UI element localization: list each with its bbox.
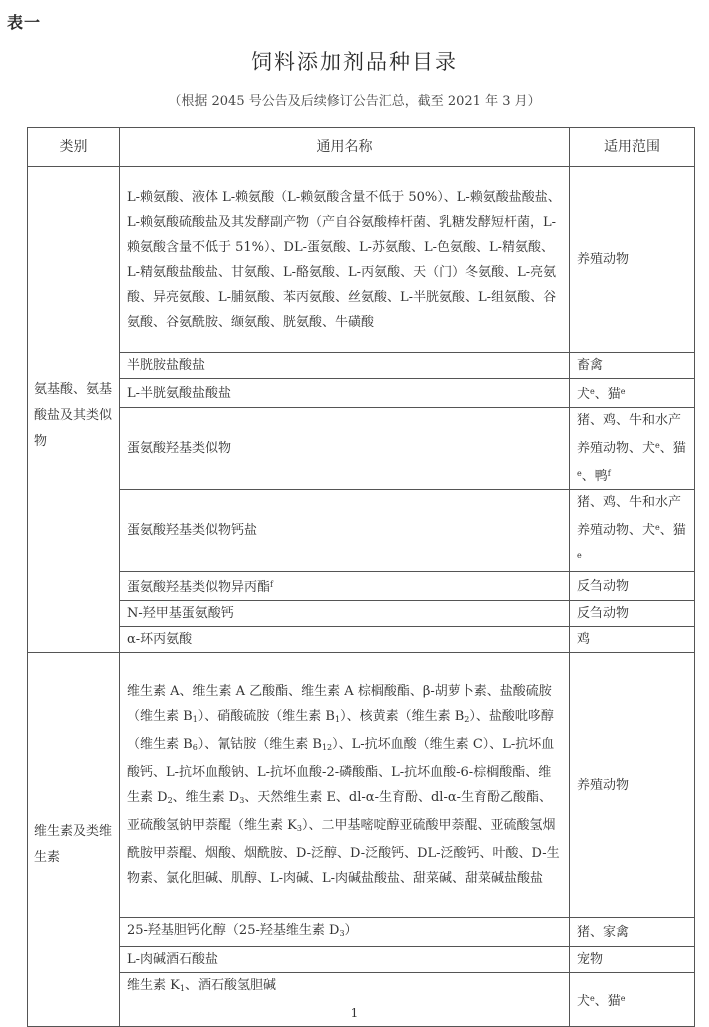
page-number: 1 [350, 1006, 359, 1020]
document-subtitle: （根据 2045 号公告及后续修订公告汇总，截至 2021 年 3 月） [168, 94, 541, 109]
footnote-mark: e [620, 387, 626, 396]
scope-cell [570, 408, 695, 490]
name-text: 维生素 A、维生素 A 乙酸酯、维生素 A 棕榈酸酯、β-胡萝卜素、盐酸硫胺（维生素 B [127, 684, 552, 724]
name-cell: L-赖氨酸、液体 L-赖氨酸（L-赖氨酸含量不低于 50%）、L-赖氨酸盐酸盐、L-赖氨酸硫酸盐及其发酵副产物（产自谷氨酸棒杆菌、乳糖发酵短杆菌，L-赖氨酸含量不低于 51%）、DL-蛋氨酸、L-苏氨酸、L-色氨酸、L-精氨酸、L-精氨酸盐酸盐、甘氨酸、L-酪氨酸、L-丙氨酸、天（门）冬氨酸、L-亮氨酸、异亮氨酸、L-脯氨酸、苯丙氨酸、丝氨酸、L-半胱氨酸、L-组氨酸、谷氨酸、谷氨酰胺、缬氨酸、胱氨酸、牛磺酸 [120, 167, 570, 353]
footnote-mark: e [655, 441, 660, 450]
name-text: 、酒石酸氢胆碱 [184, 978, 276, 993]
additive-catalog-table [27, 127, 695, 1027]
scope-cell: 反刍动物 [570, 601, 695, 627]
name-text: ） [344, 923, 358, 938]
scope-text: 、猫 [594, 387, 621, 402]
subscript: 1 [192, 715, 198, 724]
scope-text: 、猫 [594, 993, 621, 1009]
scope-cell: 鸡 [570, 627, 695, 653]
subscript: 1 [179, 984, 185, 993]
table-row [28, 601, 695, 627]
subscript: 2 [464, 715, 470, 724]
table-row [28, 627, 695, 653]
name-cell: 蛋氨酸羟基类似物 [120, 408, 570, 490]
table-header-row [28, 128, 695, 167]
subscript: 3 [296, 824, 302, 833]
subscript: 6 [192, 743, 198, 752]
footnote-mark: f [607, 469, 611, 478]
header-scope: 适用范围 [570, 128, 695, 167]
subscript: 3 [339, 929, 345, 938]
name-text: 、天然维生素 E、dl-α-生育酚、dl-α-生育酚乙酸酯、亚硫酸氢钠甲萘醌（维生素 K [127, 790, 553, 833]
scope-cell: 宠物 [570, 947, 695, 973]
name-text: 25-羟基胆钙化醇（25-羟基维生素 D [127, 923, 340, 938]
table-row [28, 379, 695, 408]
scope-cell: 畜禽 [570, 353, 695, 379]
name-cell: L-半胱氨酸盐酸盐 [120, 379, 570, 408]
name-cell [120, 918, 570, 947]
name-text: ）、L-抗坏血酸（维生素 C）、L-抗坏血酸钙、L-抗坏血酸钠、L-抗坏血酸-2-磷酸酯、L-抗坏血酸-6-棕榈酸酯、维生素 D [127, 737, 555, 805]
category-cell-amino: 氨基酸、氨基酸盐及其类似物 [28, 167, 120, 653]
subscript: 1 [334, 715, 341, 724]
footnote-mark: e [620, 993, 626, 1003]
header-category: 类别 [28, 128, 120, 167]
header-name: 通用名称 [120, 128, 570, 167]
name-cell: α-环丙氨酸 [120, 627, 570, 653]
footnote-mark: e [577, 551, 582, 560]
name-text: ）、二甲基嘧啶醇亚硫酸甲萘醌、亚硫酸氢烟酰胺甲萘醌、烟酸、烟酰胺、D-泛醇、D-泛酸钙、DL-泛酸钙、叶酸、D-生物素、氯化胆碱、肌醇、L-肉碱、L-肉碱盐酸盐、甜菜碱、甜菜碱盐酸盐 [127, 818, 560, 886]
name-cell: 蛋氨酸羟基类似物钙盐 [120, 490, 570, 572]
name-text: 、维生素 D [172, 790, 240, 805]
scope-text: 、鸭 [581, 469, 608, 484]
scope-cell: 养殖动物 [570, 167, 695, 353]
table-row [28, 653, 695, 918]
name-cell: L-肉碱酒石酸盐 [120, 947, 570, 973]
name-text: ）、氰钴胺（维生素 B [197, 737, 322, 752]
subscript: 12 [321, 743, 333, 752]
name-text: ）、硝酸硫胺（维生素 B [197, 709, 335, 724]
table-row [28, 947, 695, 973]
table-row [28, 490, 695, 572]
footnote-mark: e [590, 387, 595, 396]
scope-text: 犬 [577, 387, 591, 402]
name-cell: N-羟甲基蛋氨酸钙 [120, 601, 570, 627]
footnote-mark: f [270, 580, 273, 589]
name-text: 维生素 K [127, 978, 180, 993]
scope-cell: 养殖动物 [570, 653, 695, 918]
name-cell: 半胱胺盐酸盐 [120, 353, 570, 379]
scope-text: 、猫 [659, 441, 686, 456]
scope-cell [570, 490, 695, 572]
name-text: 蛋氨酸羟基类似物异丙酯 [127, 580, 271, 595]
subscript: 2 [167, 796, 173, 805]
scope-cell: 反刍动物 [570, 572, 695, 601]
name-text: ）、核黄素（维生素 B [340, 709, 465, 724]
footnote-mark: e [577, 469, 582, 478]
document-title: 饲料添加剂品种目录 [251, 50, 458, 74]
scope-text: 犬 [577, 993, 591, 1009]
table-row [28, 572, 695, 601]
scope-text: 猪、鸡、牛和水产养殖动物、犬 [577, 413, 682, 456]
table-row [28, 918, 695, 947]
scope-text: 、猫 [659, 523, 686, 538]
scope-cell [570, 379, 695, 408]
subscript: 3 [239, 796, 245, 805]
table-row [28, 408, 695, 490]
category-cell-vitamin: 维生素及类维生素 [28, 653, 120, 1027]
footnote-mark: e [590, 993, 595, 1003]
name-cell [120, 653, 570, 918]
scope-text: 猪、鸡、牛和水产养殖动物、犬 [577, 495, 682, 538]
name-text: ）、盐酸吡哆醇（维生素 B [127, 709, 554, 752]
footnote-mark: e [655, 523, 660, 532]
table-row [28, 353, 695, 379]
table-label: 表一 [7, 13, 42, 32]
name-cell [120, 572, 570, 601]
scope-cell: 猪、家禽 [570, 918, 695, 947]
table-row [28, 167, 695, 353]
